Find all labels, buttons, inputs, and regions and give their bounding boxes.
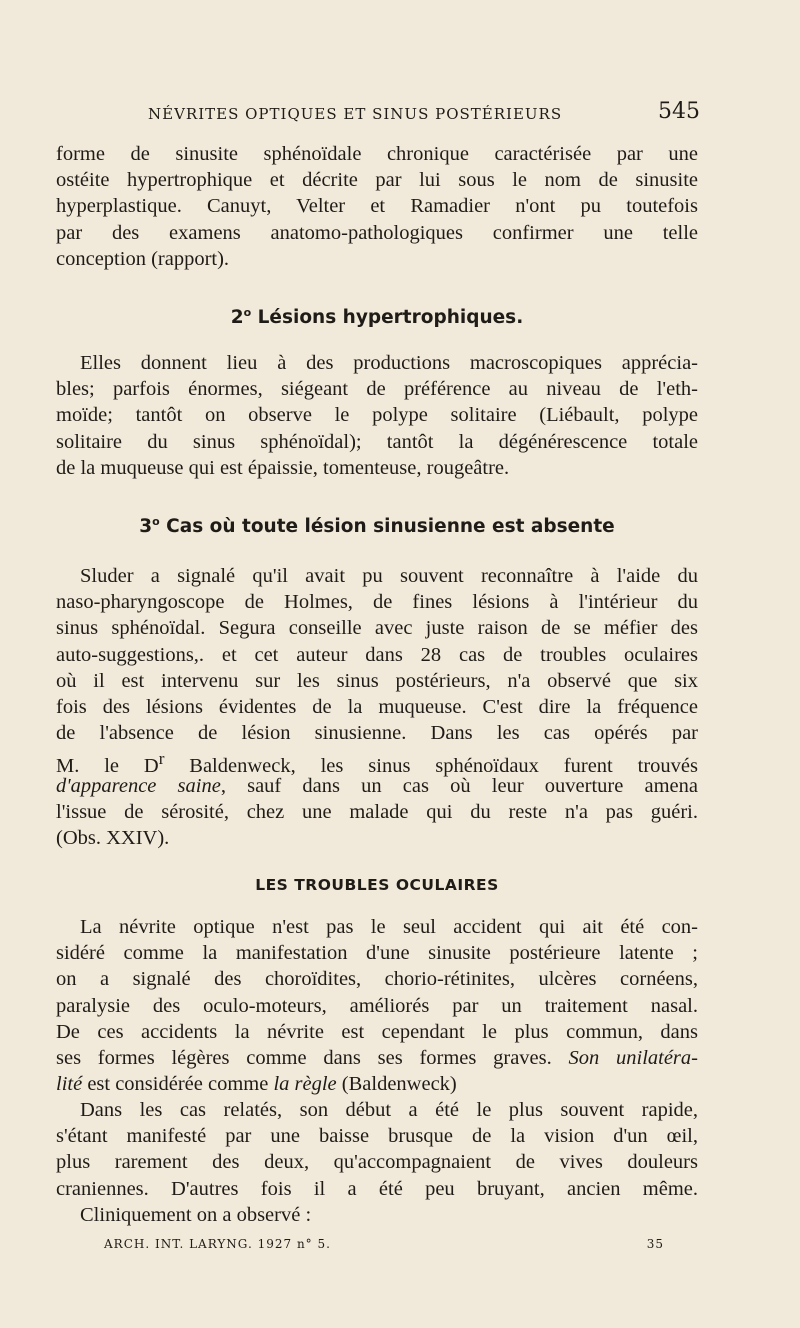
text-line: naso-pharyngoscope de Holmes, de fines lésions à l'intérieur du xyxy=(56,591,698,614)
page-footer xyxy=(104,1237,664,1251)
text-line: Cliniquement on a observé : xyxy=(80,1203,312,1226)
text-line: sinus sphénoïdal. Segura conseille avec juste raison de se méfier des xyxy=(56,617,698,640)
text-line: La névrite optique n'est pas le seul accident qui ait été con- xyxy=(80,916,698,938)
running-head xyxy=(140,99,700,125)
section-heading-3 xyxy=(56,515,698,537)
paragraph-2 xyxy=(56,350,698,481)
italic-fragment: d'apparence saine xyxy=(56,774,221,797)
text-line xyxy=(56,1071,698,1097)
line-fragment: , sauf dans un cas où leur ouverture amena xyxy=(220,774,698,797)
text-line: de l'absence de lésion sinusienne. Dans les cas opérés par xyxy=(56,722,698,745)
text-line: (Obs. XXIV). xyxy=(56,826,170,849)
heading-text: Lésions hypertrophiques. xyxy=(251,307,524,329)
italic-fragment: Son unilatéra- xyxy=(568,1046,698,1069)
paragraph-1 xyxy=(56,141,698,272)
signature-mark: 35 xyxy=(646,1237,664,1251)
heading-number: 2 xyxy=(230,307,244,329)
doctor-abbrev-sup: r xyxy=(158,749,165,769)
line-fragment: (Baldenweck) xyxy=(336,1073,457,1096)
text-line: auto-suggestions,. et cet auteur dans 28 cas de troubles oculaires xyxy=(56,643,698,666)
paragraph-4 xyxy=(56,914,698,1097)
text-line: Elles donnent lieu à des productions macroscopiques apprécia- xyxy=(80,352,698,374)
text-line: par des examens anatomo-pathologiques confirmer une telle xyxy=(56,221,698,244)
paragraph-5 xyxy=(56,1097,698,1228)
heading-ordinal: o xyxy=(152,515,160,528)
text-line: s'étant manifesté par une baisse brusque de la vision d'un œil, xyxy=(56,1125,698,1148)
section-heading-2 xyxy=(56,306,698,328)
text-line: craniennes. D'autres fois il a été peu bruyant, ancien même. xyxy=(56,1177,698,1200)
text-line: forme de sinusite sphénoïdale chronique caractérisée par une xyxy=(56,143,698,165)
text-line xyxy=(56,1045,698,1071)
line-fragment: ses formes légères comme dans ses formes graves. xyxy=(56,1046,569,1069)
text-line: solitaire du sinus sphénoïdal); tantôt la dégénérescence totale xyxy=(56,430,698,453)
text-line: ostéite hypertrophique et décrite par lui sous le nom de sinusite xyxy=(56,169,698,192)
text-line: on a signalé des choroïdites, chorio-rétinites, ulcères cornéens, xyxy=(56,968,698,991)
text-line: plus rarement des deux, qu'accompagnaient de vives douleurs xyxy=(56,1151,698,1174)
line-fragment: est considérée comme xyxy=(82,1073,274,1096)
text-line: paralysie des oculo-moteurs, améliorés par un traitement nasal. xyxy=(56,994,698,1017)
text-line xyxy=(56,773,698,799)
line-fragment: M. le D xyxy=(56,755,159,778)
text-line: De ces accidents la névrite est cependant le plus commun, dans xyxy=(56,1020,698,1043)
text-line: Dans les cas relatés, son début a été le plus souvent rapide, xyxy=(80,1099,698,1121)
running-title: NÉVRITES OPTIQUES ET SINUS POSTÉRIEURS xyxy=(148,105,563,123)
text-line: de la muqueuse qui est épaissie, tomenteuse, rougeâtre. xyxy=(56,456,510,479)
heading-ordinal: o xyxy=(243,306,252,319)
text-line: bles; parfois énormes, siégeant de préférence au niveau de l'eth- xyxy=(56,378,698,401)
italic-fragment: lité xyxy=(56,1073,83,1096)
paragraph-3 xyxy=(56,563,698,851)
line-fragment: Baldenweck, les sinus sphénoïdaux furent trouvés xyxy=(164,755,698,778)
heading-number: 3 xyxy=(139,516,153,538)
journal-reference: ARCH. INT. LARYNG. 1927 n° 5. xyxy=(104,1237,331,1251)
section-heading-troubles: LES TROUBLES OCULAIRES xyxy=(255,876,499,894)
text-line: l'issue de sérosité, chez une malade qui du reste n'a pas guéri. xyxy=(56,800,698,823)
page-number: 545 xyxy=(658,99,700,124)
italic-fragment: la règle xyxy=(273,1073,337,1096)
text-line: Sluder a signalé qu'il avait pu souvent reconnaître à l'aide du xyxy=(80,565,698,587)
text-line: moïde; tantôt on observe le polype solitaire (Liébault, polype xyxy=(56,404,698,427)
text-line: fois des lésions évidentes de la muqueuse. C'est dire la fréquence xyxy=(56,695,698,718)
text-line: où il est intervenu sur les sinus postérieurs, n'a observé que six xyxy=(56,669,698,692)
heading-text: Cas où toute lésion sinusienne est absente xyxy=(159,516,615,538)
text-line: sidéré comme la manifestation d'une sinusite postérieure latente ; xyxy=(56,942,698,965)
text-line: conception (rapport). xyxy=(56,247,230,270)
text-line xyxy=(56,746,698,778)
text-line: hyperplastique. Canuyt, Velter et Ramadier n'ont pu toutefois xyxy=(56,195,698,218)
